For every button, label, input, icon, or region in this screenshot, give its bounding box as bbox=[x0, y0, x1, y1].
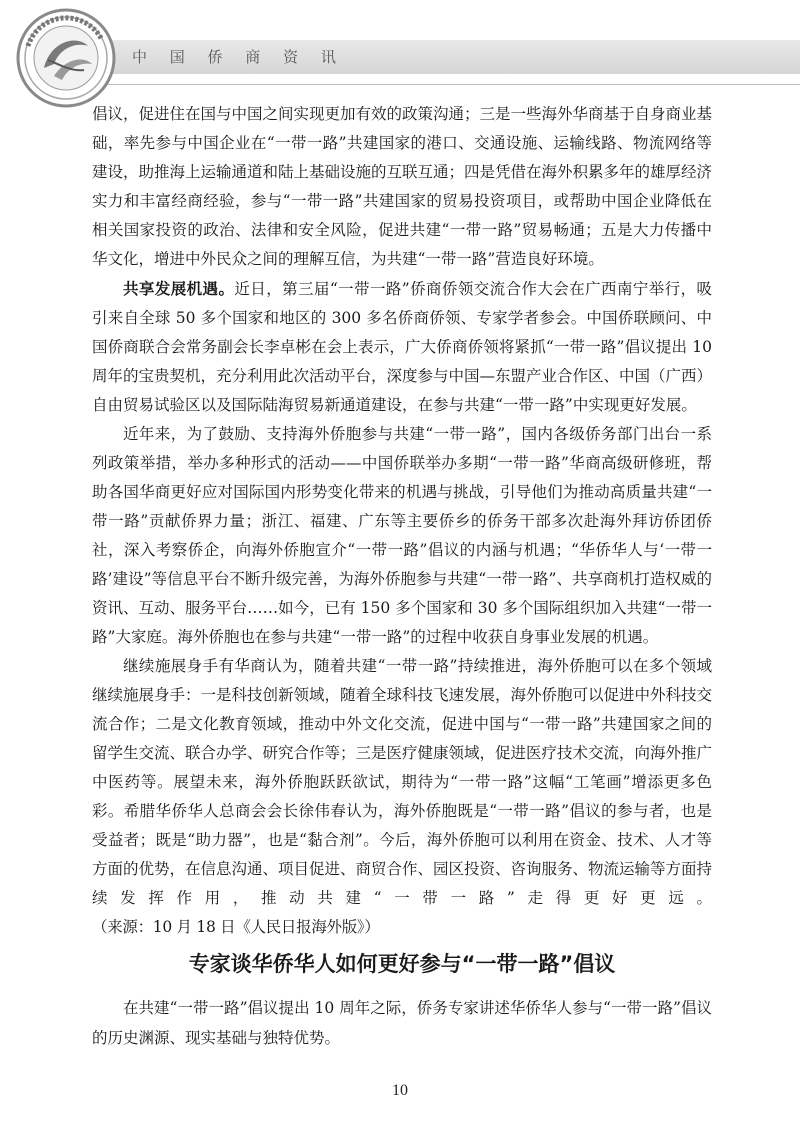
source-citation: （来源：10 月 18 日《人民日报海外版》） bbox=[92, 918, 380, 936]
header-bar bbox=[40, 40, 800, 74]
paragraph-continue-efforts bbox=[92, 652, 712, 942]
header-title: 中 国 侨 商 资 讯 bbox=[132, 48, 345, 66]
page-number: 10 bbox=[392, 1082, 408, 1099]
article-body bbox=[92, 100, 712, 942]
intro-paragraph: 在共建“一带一路”倡议提出 10 周年之际，侨务专家讲述华侨华人参与“一带一路”倡议的历史渊源、现实基础与独特优势。 bbox=[92, 999, 712, 1047]
header-divider bbox=[40, 84, 800, 85]
paragraph-text: 近日，第三届“一带一路”侨商侨领交流合作大会在广西南宁举行，吸引来自全球 50 多个国家和地区的 300 多名侨商侨领、专家学者参会。中国侨联顾问、中国侨商联合会常务副会长李卓彬在会上表示，广大侨商侨领将紧抓“一带一路”倡议提出 10 周年的宝贵契机，充分利用此次活动平台，深度参与中国—东盟产业合作区、中国（广西）自由贸易试验区以及国际陆海贸易新通道建设，在参与共建“一带一路”中实现更好发展。 bbox=[92, 280, 713, 414]
article-intro bbox=[92, 993, 712, 1053]
section-lead: 共享发展机遇。 bbox=[123, 279, 235, 298]
paragraph-shared-opportunity bbox=[92, 274, 712, 420]
organization-logo bbox=[14, 6, 118, 110]
paragraph-continuation: 倡议，促进住在国与中国之间实现更加有效的政策沟通；三是一些海外华商基于自身商业基础，率先参与中国企业在“一带一路”共建国家的港口、交通设施、运输线路、物流网络等建设，助推海上运输通道和陆上基础设施的互联互通；四是凭借在海外积累多年的雄厚经济实力和丰富经商经验，参与“一带一路”共建国家的贸易投资项目，或帮助中国企业降低在相关国家投资的政治、法律和安全风险，促进共建“一带一路”贸易畅通；五是大力传播中华文化，增进中外民众之间的理解互信，为共建“一带一路”营造良好环境。 bbox=[92, 105, 713, 268]
page-header bbox=[0, 0, 800, 100]
article-title: 专家谈华侨华人如何更好参与“一带一路”倡议 bbox=[188, 952, 616, 976]
paragraph-policy-measures: 近年来，为了鼓励、支持海外侨胞参与共建“一带一路”，国内各级侨务部门出台一系列政策举措，举办多种形式的活动——中国侨联举办多期“一带一路”华商高级研修班，帮助各国华商更好应对国际国内形势变化带来的机遇与挑战，引导他们为推动高质量共建“一带一路”贡献侨界力量；浙江、福建、广东等主要侨乡的侨务干部多次赴海外拜访侨团侨社，深入考察侨企，向海外侨胞宣介“一带一路”倡议的内涵与机遇；“华侨华人与‘一带一路’建设”等信息平台不断升级完善，为海外侨胞参与共建“一带一路”、共享商机打造权威的资讯、互动、服务平台……如今，已有 150 多个国家和 30 多个国际组织加入共建“一带一路”大家庭。海外侨胞也在参与共建“一带一路”的过程中收获自身事业发展的机遇。 bbox=[92, 425, 712, 646]
paragraph-text: 继续施展身手有华商认为，随着共建“一带一路”持续推进，海外侨胞可以在多个领域继续施展身手：一是科技创新领域，随着全球科技飞速发展，海外侨胞可以促进中外科技交流合作；二是文化教育领域，推动中外文化交流，促进中国与“一带一路”共建国家之间的留学生交流、联合办学、研究合作等；三是医疗健康领域，促进医疗技术交流，向海外推广中医药等。展望未来，海外侨胞跃跃欲试，期待为“一带一路”这幅“工笔画”增添更多色彩。希腊华侨华人总商会会长徐伟春认为，海外侨胞既是“一带一路”倡议的参与者，也是受益者；既是“助力器”，也是“黏合剂”。今后，海外侨胞可以利用在资金、技术、人才等方面的优势，在信息沟通、项目促进、商贸合作、园区投资、咨询服务、物流运输等方面持续发挥作用，推动共建“一带一路”走得更好更远。 bbox=[92, 657, 713, 907]
